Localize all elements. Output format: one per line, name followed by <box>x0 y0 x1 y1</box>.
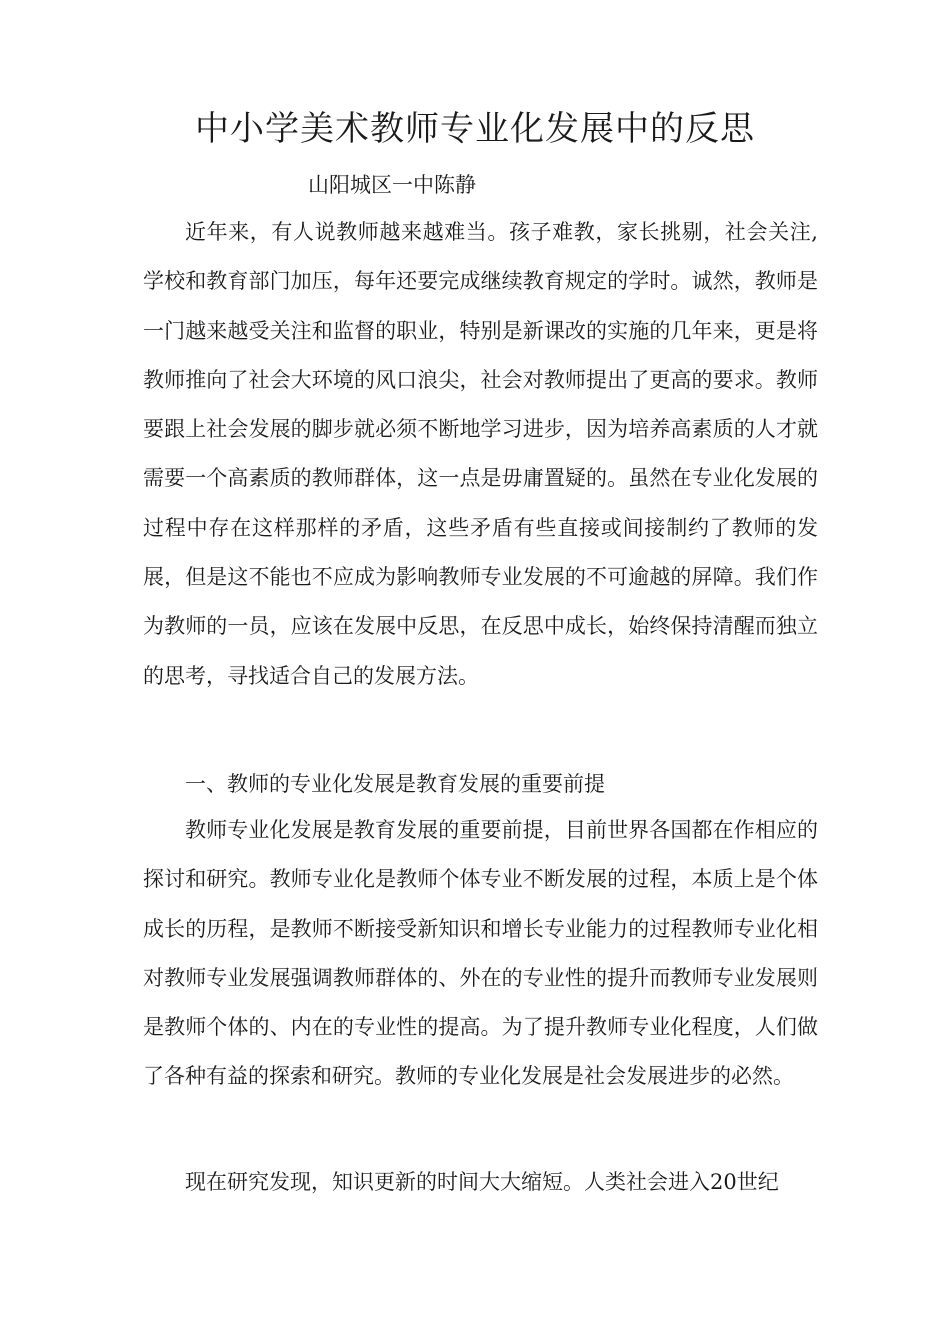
paragraph-intro: 近年来，有人说教师越来越难当。孩子难教，家长挑剔，社会关注,学校和教育部门加压，每年还要完成继续教育规定的学时。诚然，教师是一门越来越受关注和监督的职业，特别是新课改的实施的几年来，更是将教师推向了社会大环境的风口浪尖，社会对教师提出了更高的要求。教师要跟上社会发展的脚步就必须不断地学习进步，因为培养高素质的人才就需要一个高素质的教师群体，这一点是毋庸置疑的。虽然在专业化发展的过程中存在这样那样的矛盾，这些矛盾有些直接或间接制约了教师的发展，但是这不能也不应成为影响教师专业发展的不可逾越的屏障。我们作为教师的一员，应该在发展中反思，在反思中成长，始终保持清醒而独立的思考，寻找适合自己的发展方法。 <box>143 220 818 688</box>
section-heading-1: 一、教师的专业化发展是教育发展的重要前提 <box>185 772 605 796</box>
paragraph-continued: 现在研究发现，知识更新的时间大大缩短。人类社会进入20世纪 <box>185 1170 779 1194</box>
document-title: 中小学美术教师专业化发展中的反思 <box>195 109 755 149</box>
author-line: 山阳城区一中陈静 <box>308 173 476 197</box>
paragraph-section-1: 教师专业化发展是教育发展的重要前提，目前世界各国都在作相应的探讨和研究。教师专业化是教师个体专业不断发展的过程，本质上是个体成长的历程，是教师不断接受新知识和增长专业能力的过程教师专业化相对教师专业发展强调教师群体的、外在的专业性的提升而教师专业发展则是教师个体的、内在的专业性的提高。为了提升教师专业化程度，人们做了各种有益的探索和研究。教师的专业化发展是社会发展进步的必然。 <box>143 818 818 1089</box>
